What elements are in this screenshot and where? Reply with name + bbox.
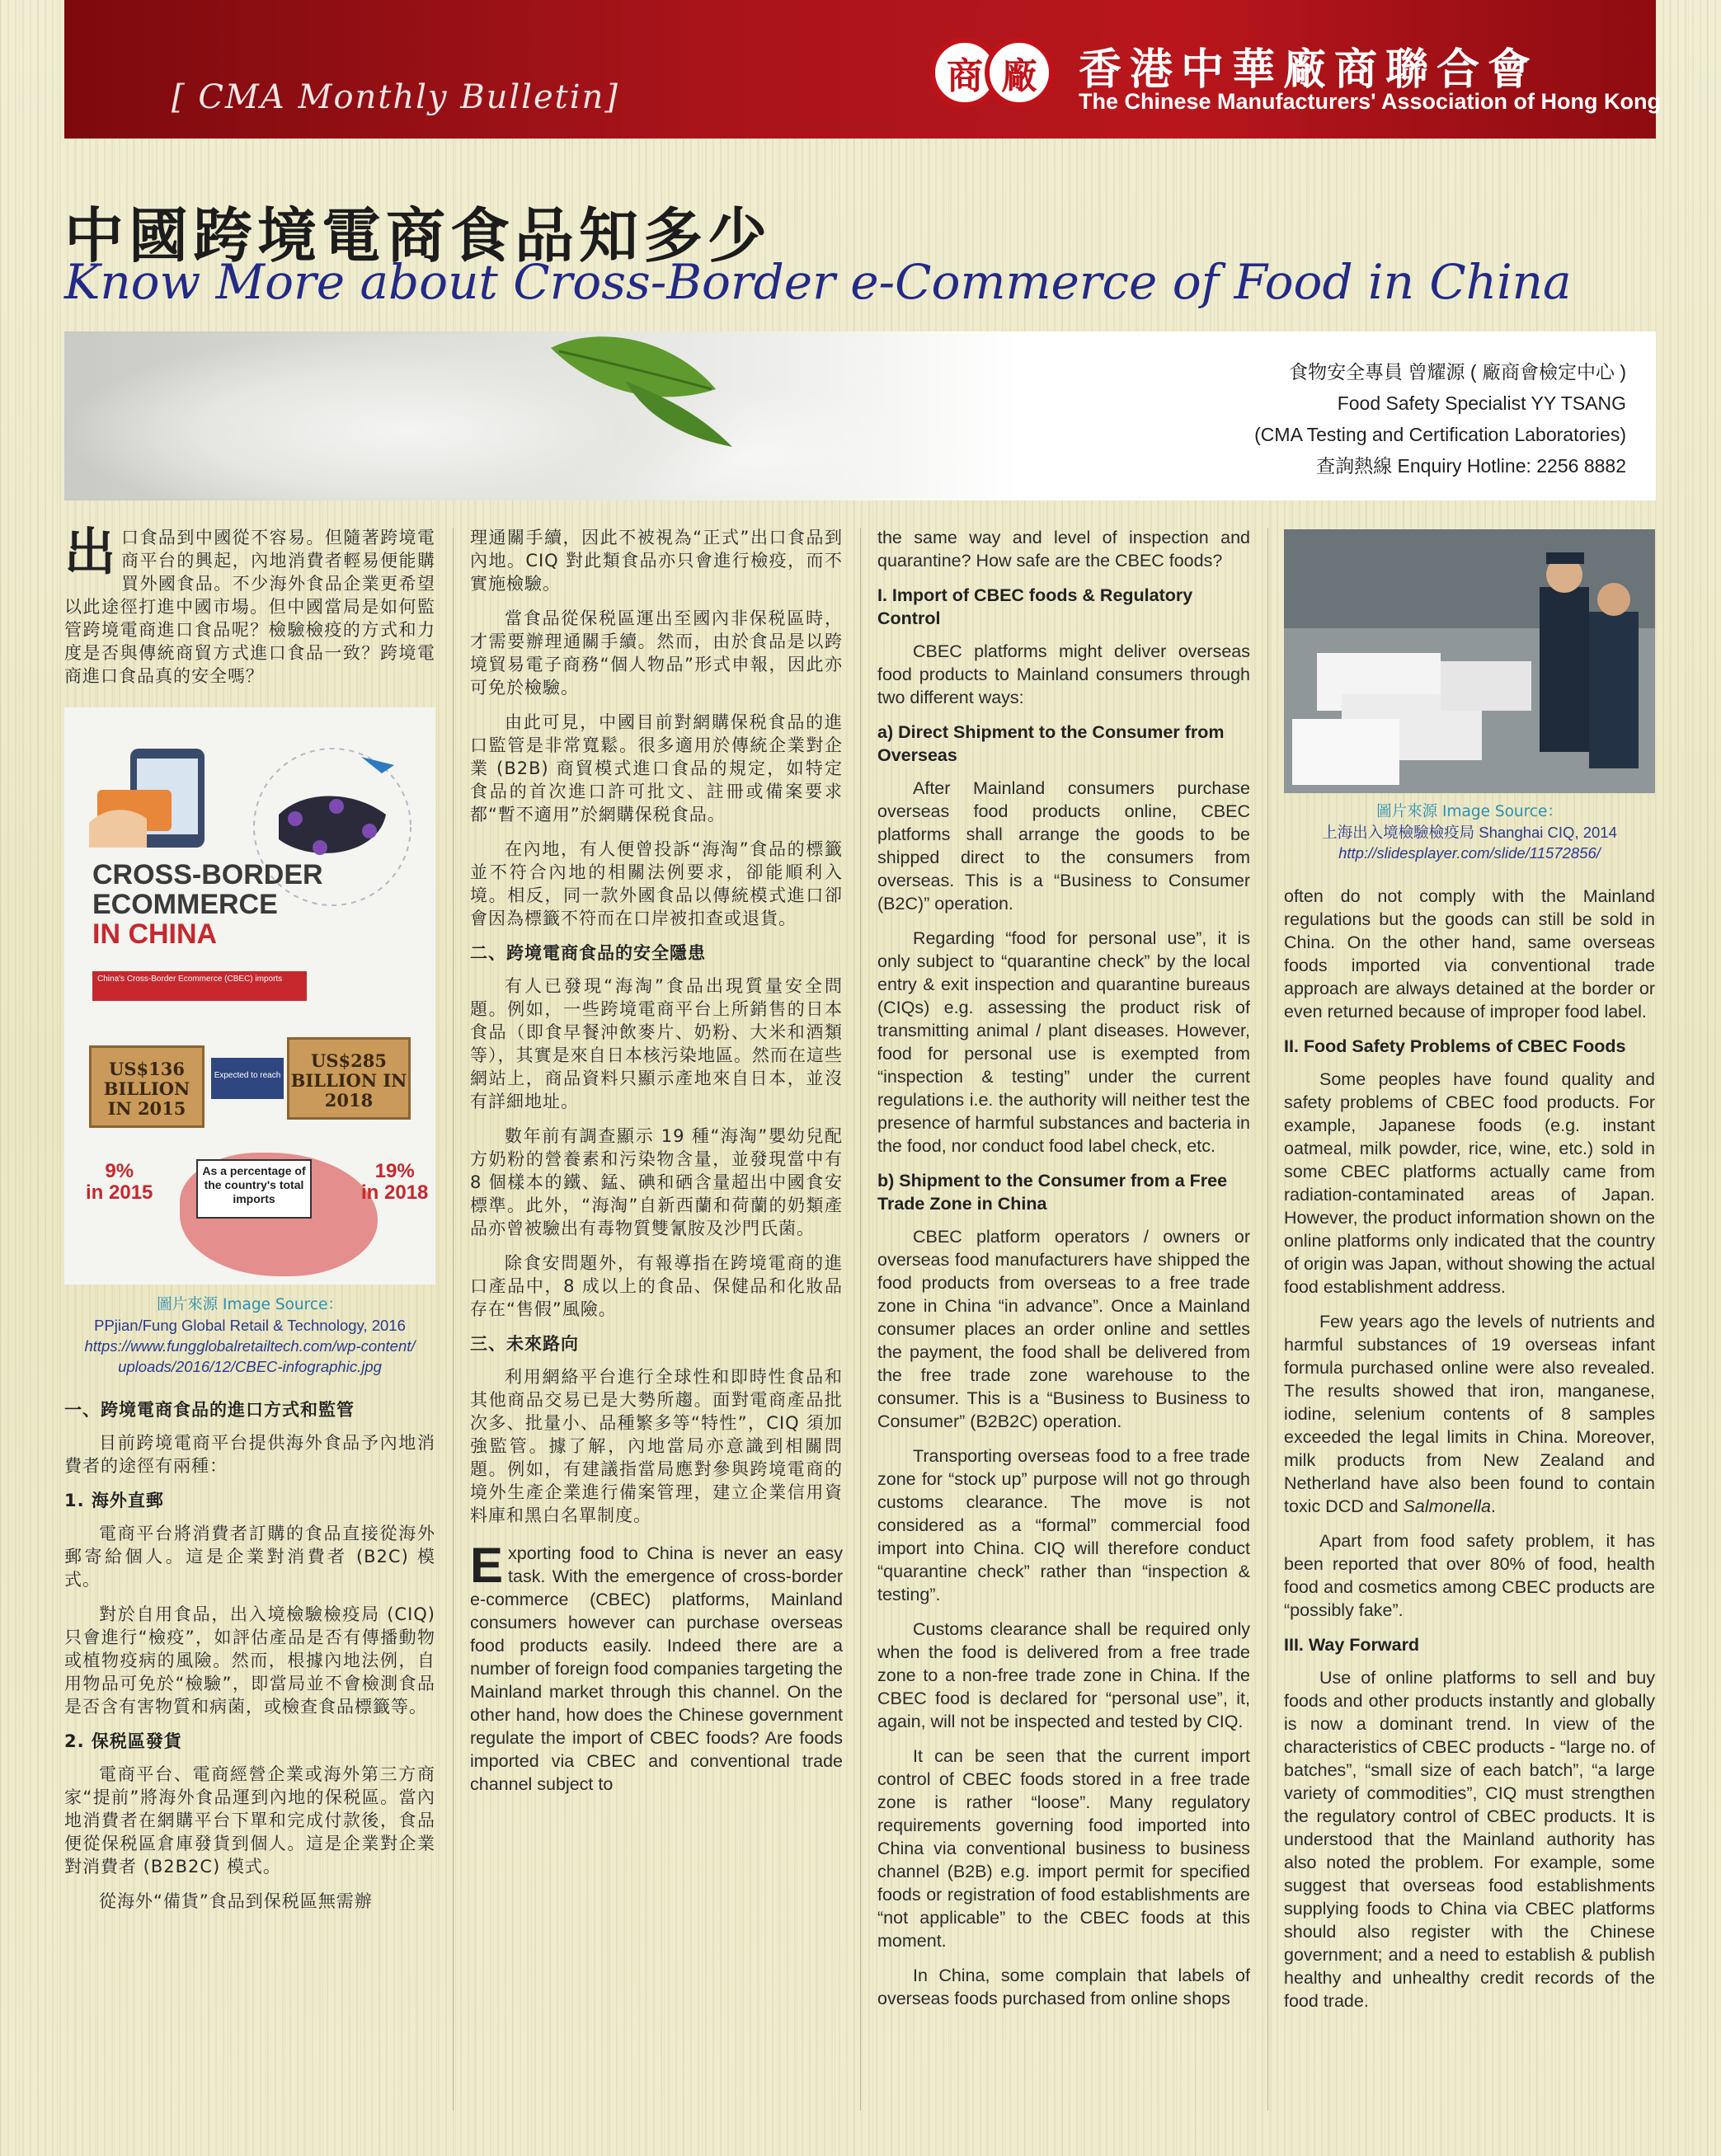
article-title-zh: 中國跨境電商食品知多少	[64, 201, 773, 270]
intro-text-zh: 口食品到中國從不容易。但隨著跨境電商平台的興起，內地消費者輕易便能購買外國食品。不少海外食品企業更希望以此途徑打進中國市場。但中國當局是如何監管跨境電商進口食品呢？檢驗檢疫的方式和力度是否與傳統商貿方式進口食品一致？跨境電商進口食品真的安全嗎？	[64, 528, 435, 686]
caption-source: 上海出入境檢驗檢疫局 Shanghai CIQ, 2014	[1322, 824, 1617, 841]
paragraph-en: Apart from food safety problem, it has been reported that over 80% of food, health food and cosmetics among CBEC products are “possibly fake”.	[1284, 1531, 1655, 1620]
paragraph-text: Few years ago the levels of nutrients and harmful substances of 19 overseas infant formula purchased online were also revealed. The results showed that iron, manganese, iodine, selenium contents of 8 samples exceeded the legal limits in China. Moreover, milk products from New Zealand and Netherland have also been found to contain toxic DCD and	[1284, 1312, 1655, 1516]
drop-cap-en: E	[470, 1538, 504, 1593]
article-title-en: Know More about Cross-Border e-Commerce of Food in China	[64, 254, 1572, 310]
caption-link[interactable]: http://slidesplayer.com/slide/11572856/	[1338, 844, 1601, 862]
pct-value: 19%	[374, 1160, 415, 1182]
paragraph-en: Customs clearance shall be required only when the food is delivered from a free trade zone to a non-free trade zone in China. If the CBEC food is declared for “personal use”, it, again, will not be inspected and tested by CIQ.	[877, 1619, 1250, 1731]
column-2	[470, 526, 843, 1807]
paragraph-en: In China, some complain that labels of overseas foods purchased from online shops	[877, 1966, 1250, 2008]
percentage-2015	[86, 1161, 153, 1204]
section-heading-en: I. Import of CBEC foods & Regulatory Control	[877, 585, 1193, 628]
paragraph-en: Use of online platforms to sell and buy foods and other products instantly and globally is now a dominant trend. In view of the characteristics of CBEC products - “large no. of batches”, “small size of each batch”, “a large variety of commodities”, CIQ must strengthen the regulatory control of CBEC products. It is understood that the Mainland authority has also noted the problem. For example, some suggest that overseas food establishments supplying foods to China via CBEC platforms should also register with the Chinese government; and a need to establish & publish healthy and unhealthy credit records of the food trade.	[1284, 1668, 1655, 2011]
infographic-title	[92, 860, 323, 949]
section-heading-zh: 二、跨境電商食品的安全隱患	[470, 943, 706, 963]
value-box-2015: US$136 BILLION IN 2015	[89, 1045, 205, 1128]
paragraph-zh: 除食安問題外，有報導指在跨境電商的進口產品中，8 成以上的食品、保健品和化妝品存在“售假”風險。	[470, 1253, 843, 1319]
org-logo	[930, 23, 1661, 122]
intro-text-en: xporting food to China is never an easy task. With the emergence of cross-border e-commerce (CBEC) platforms, Mainland consumers however can purchase overseas food products easily. Indeed there are a number of foreign food companies targeting the Mainland market through this channel. On the other hand, how does the Chinese government regulate the import of CBEC foods? Are foods imported via CBEC and conventional trade channel subject to	[470, 1543, 843, 1794]
paragraph-en: the same way and level of inspection and quarantine? How safe are the CBEC foods?	[877, 528, 1250, 571]
logo-emblem-right: 廠	[985, 38, 1054, 107]
caption-source: PPjian/Fung Global Retail & Technology, 2016	[94, 1317, 406, 1334]
paragraph-zh: 從海外“備貨”食品到保税區無需辦	[99, 1891, 373, 1911]
paragraph-zh: 在內地，有人便曾投訴“海淘”食品的標籤並不符合內地的相關法例要求，卻能順利入境。相反，同一款外國食品以傳統模式進口卻會因為標籤不符而在口岸被扣查或退貨。	[470, 839, 843, 928]
paragraph-en: CBEC platforms might deliver overseas food products to Mainland consumers through two different ways:	[877, 641, 1250, 707]
paragraph-zh: 電商平台、電商經營企業或海外第三方商家“提前”將海外食品運到內地的保税區。當內地消費者在網購平台下單和完成付款後，食品便從保税區倉庫發貨到個人。這是企業對企業對消費者 (B2B2C) 模式。	[64, 1764, 435, 1877]
section-heading-zh: 一、跨境電商食品的進口方式和監管	[64, 1400, 355, 1420]
author-org-en: (CMA Testing and Certification Laboratories)	[1254, 424, 1626, 445]
bulletin-label: [ CMA Monthly Bulletin]	[172, 78, 619, 116]
caption-label: 圖片來源 Image Source：	[157, 1296, 343, 1313]
intro-paragraph-en	[470, 1538, 843, 1796]
section-heading-en: III. Way Forward	[1284, 1635, 1420, 1655]
value-box-2018: US$285 BILLION IN 2018	[287, 1037, 411, 1120]
infographic-caption	[64, 1294, 435, 1377]
percentage-label-box: As a percentage of the country's total imports	[196, 1159, 312, 1219]
logo-emblem-left: 商	[930, 38, 999, 107]
pct-year: in 2018	[361, 1181, 429, 1204]
enquiry-hotline: 查詢熱線 Enquiry Hotline: 2256 8882	[1316, 455, 1626, 477]
pct-year: in 2015	[86, 1181, 153, 1204]
org-name-zh: 香港中華廠商聯合會	[1079, 45, 1540, 95]
paragraph-zh: 對於自用食品，出入境檢驗檢疫局 (CIQ) 只會進行“檢疫”，如評估產品是否有傳播動物或植物疫病的風險。然而，根據內地法例，自用物品可免於“檢驗”，即當局並不會檢測食品是否含有害物質和病菌，或檢查食品標籤等。	[64, 1604, 435, 1717]
infographic-subtitle: China's Cross-Border Ecommerce (CBEC) imports	[92, 971, 307, 1001]
hand-card-icon	[81, 740, 221, 856]
subheading-zh: 2. 保税區發貨	[64, 1731, 182, 1751]
subheading-zh: 1. 海外直郵	[64, 1491, 164, 1510]
paragraph-en: It can be seen that the current import control of CBEC foods stored in a free trade zone is rather “loose”. Many regulatory requirements governing food imported into China via conventional business to business channel (B2B) e.g. import permit for specified foods or registration of food establishments are “not applicable” to the CBEC foods at this moment.	[877, 1746, 1250, 1951]
column-4	[1284, 526, 1655, 2024]
column-3	[877, 526, 1250, 2022]
drop-cap-zh: 出	[64, 522, 117, 582]
paragraph-zh: 當食品從保税區運出至國內非保税區時，才需要辦理通關手續。然而，由於食品是以跨境貿易電子商務“個人物品”形式申報，因此亦可免於檢驗。	[470, 608, 843, 698]
section-heading-en: II. Food Safety Problems of CBEC Foods	[1284, 1036, 1626, 1056]
paragraph-en: Transporting overseas food to a free trade zone for “stock up” purpose will not go through customs clearance. The move is not considered as a “formal” commercial food import into China. CIQ will therefore conduct “quarantine check” rather than “inspection & testing”.	[877, 1446, 1250, 1604]
column-1	[64, 522, 435, 1924]
author-block	[1254, 356, 1626, 481]
photo-caption	[1284, 801, 1655, 863]
paragraph-zh: 理通關手續，因此不被視為“正式”出口食品到內地。CIQ 對此類食品亦只會進行檢疫，而不實施檢驗。	[470, 528, 843, 594]
author-title-zh: 食物安全專員 曾耀源 ( 廠商會檢定中心 )	[1289, 361, 1626, 383]
inspection-scene-image	[1284, 529, 1655, 793]
paragraph-en: After Mainland consumers purchase overseas food products online, CBEC platforms shall arrange the goods to be shipped direct to the consumers from overseas. This is a “Business to Consumer (B2C)” operation.	[877, 778, 1250, 914]
paragraph-en	[1284, 1310, 1655, 1518]
infographic-title-line: CROSS-BORDER	[92, 859, 323, 890]
author-name-en: Food Safety Specialist YY TSANG	[1337, 392, 1626, 414]
subheading-en: b) Shipment to the Consumer from a Free Trade Zone in China	[877, 1171, 1228, 1214]
cbec-infographic	[64, 707, 435, 1285]
paragraph-zh: 數年前有調查顯示 19 種“海淘”嬰幼兒配方奶粉的營養素和污染物含量，並發現當中有 8 個樣本的鐵、錳、碘和硒含量超出中國食安標準。此外，“海淘”自新西蘭和荷蘭的奶類產品亦曾被驗出有毒物質雙氰胺及沙門氏菌。	[470, 1126, 843, 1238]
caption-label: 圖片來源 Image Source：	[1376, 803, 1563, 820]
infographic-title-line: IN CHINA	[92, 918, 218, 950]
paragraph-zh: 利用網絡平台進行全球性和即時性食品和其他商品交易已是大勢所趨。面對電商產品批次多、批量小、品種繁多等“特性”，CIQ 須加強監管。據了解，內地當局亦意識到相關問題。例如，有建議指當局應對參與跨境電商的境外生產企業進行備案管理，建立企業信用資料庫和黑白名單制度。	[470, 1367, 843, 1525]
caption-link[interactable]: https://www.fungglobalretailtech.com/wp-content/	[84, 1337, 416, 1355]
paragraph-zh: 電商平台將消費者訂購的食品直接從海外郵寄給個人。這是企業對消費者 (B2C) 模式。	[64, 1524, 435, 1590]
paragraph-en: often do not comply with the Mainland regulations but the goods can still be sold in China. On the other hand, same overseas foods imported via conventional trade approach are always detained at the border or even returned because of improper food label.	[1284, 886, 1655, 1022]
subheading-en: a) Direct Shipment to the Consumer from Overseas	[877, 722, 1225, 765]
paragraph-zh: 目前跨境電商平台提供海外食品予內地消費者的途徑有兩種：	[64, 1433, 435, 1476]
pct-value: 9%	[105, 1160, 134, 1182]
paragraph-en: Regarding “food for personal use”, it is only subject to “quarantine check” by the local entry & exit inspection and quarantine bureaus (CIQs) e.g. assessing the product risk of transmitting animal / plant diseases. However, food for personal use is exempted from “inspection & testing” under the current regulations i.e. the authority will neither test the presence of harmful substances and bacteria in the food, nor conduct food label check, etc.	[877, 928, 1250, 1156]
header-banner	[64, 0, 1661, 139]
column-divider	[453, 528, 454, 2111]
column-divider	[860, 528, 861, 2111]
basil-leaf-image	[526, 331, 741, 455]
org-name-en: The Chinese Manufacturers' Association of Hong Kong	[1079, 89, 1661, 114]
paragraph-zh: 由此可見，中國目前對網購保税食品的進口監管是非常寬鬆。很多適用於傳統企業對企業 (B2B) 商貿模式進口食品的規定，如特定食品的首次進口許可批文、註冊或備案要求都“暫不適用”於網購保税食品。	[470, 712, 843, 824]
caption-link[interactable]: uploads/2016/12/CBEC-infographic.jpg	[118, 1358, 382, 1375]
expected-arrow: Expected to reach	[211, 1058, 284, 1099]
paragraph-en: CBEC platform operators / owners or overseas food manufacturers have shipped the food products from overseas to a free trade zone in China “in advance”. Once a Mainland consumer places an order online and settles the payment, the food shall be delivered from the free trade zone warehouse to the consumer. This is a “Business to Business to Consumer” (B2B2C) operation.	[877, 1227, 1250, 1431]
paragraph-text: .	[1490, 1496, 1496, 1516]
paragraph-zh: 有人已發現“海淘”食品出現質量安全問題。例如，一些跨境電商平台上所銷售的日本食品（即食早餐沖飲麥片、奶粉、大米和酒類等），其實是來自日本核污染地區。然而在這些網站上，商品資料只顯示產地來自日本，並沒有詳細地址。	[470, 976, 843, 1111]
infographic-title-line: ECOMMERCE	[92, 889, 278, 920]
intro-paragraph-zh	[64, 522, 435, 688]
section-heading-zh: 三、未來路向	[470, 1334, 579, 1354]
percentage-2018	[361, 1161, 428, 1204]
column-divider	[1267, 528, 1268, 2111]
salmonella-term: Salmonella	[1403, 1496, 1491, 1516]
paragraph-en: Some peoples have found quality and safety problems of CBEC food products. For example, Japanese foods (e.g. instant oatmeal, milk powder, rice, wine, etc.) sold in some CBEC platforms actually came from radiation-contaminated areas of Japan. However, the product information shown on the online platforms only indicated that the country of origin was Japan, without showing the actual food establishment address.	[1284, 1069, 1655, 1297]
ciq-inspection-photo	[1284, 529, 1655, 793]
